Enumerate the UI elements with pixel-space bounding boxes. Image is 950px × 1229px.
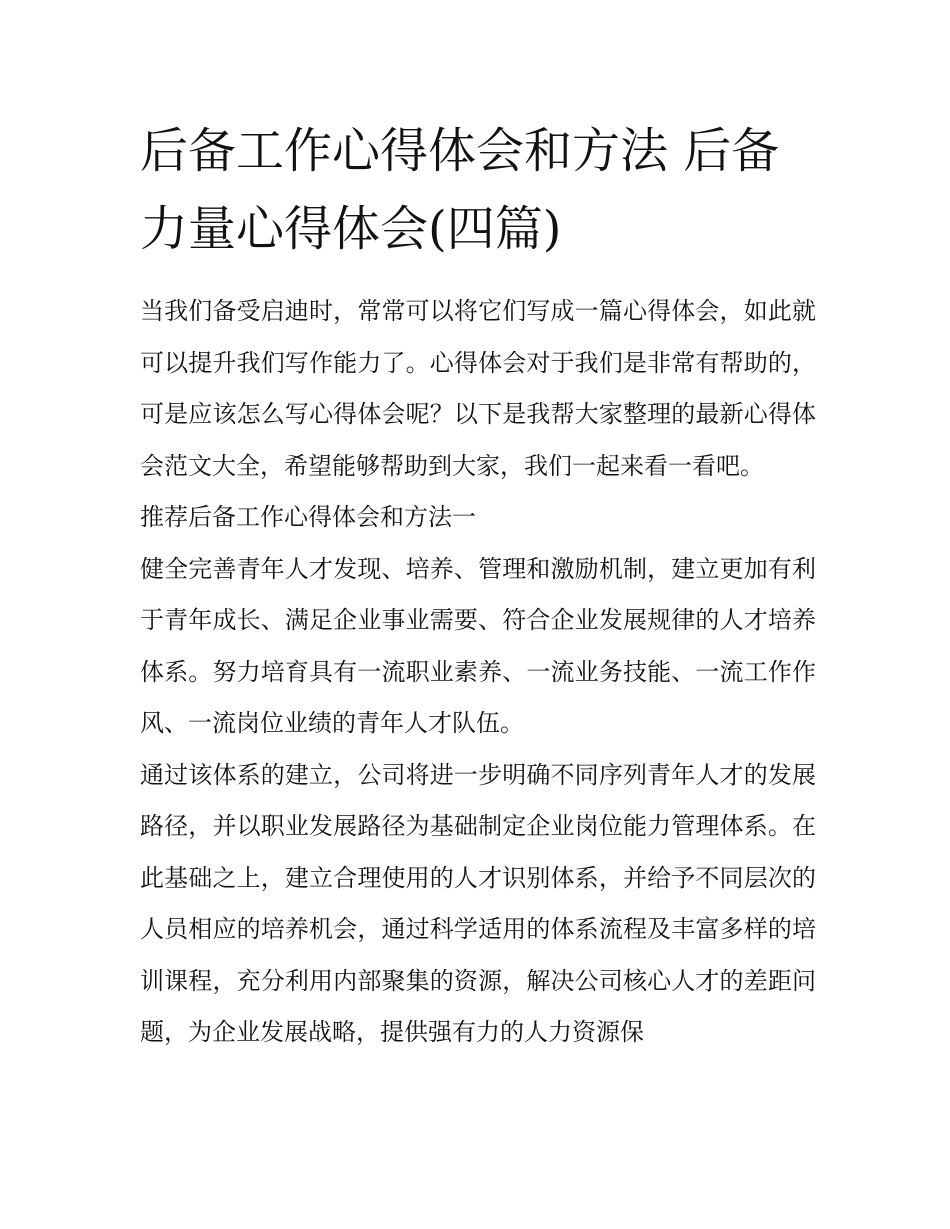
document-body xyxy=(140,112,816,1059)
intro-paragraph: 当我们备受启迪时，常常可以将它们写成一篇心得体会，如此就可以提升我们写作能力了。心得体会对于我们是非常有帮助的，可是应该怎么写心得体会呢？以下是我帮大家整理的最新心得体会范文大全，希望能够帮助到大家，我们一起来看一看吧。 xyxy=(140,297,816,480)
document-title: 后备工作心得体会和方法 后备力量心得体会(四篇) xyxy=(140,123,780,257)
body-paragraph: 通过该体系的建立，公司将进一步明确不同序列青年人才的发展路径，并以职业发展路径为基础制定企业岗位能力管理体系。在此基础之上，建立合理使用的人才识别体系，并给予不同层次的人员相应的培养机会，通过科学适用的体系流程及丰富多样的培训课程，充分利用内部聚集的资源，解决公司核心人才的差距问题，为企业发展战略，提供强有力的人力资源保 xyxy=(140,760,816,1046)
section-heading: 推荐后备工作心得体会和方法一 xyxy=(140,503,476,531)
body-paragraph: 健全完善青年人才发现、培养、管理和激励机制，建立更加有利于青年成长、满足企业事业需要、符合企业发展规律的人才培养体系。努力培育具有一流职业素养、一流业务技能、一流工作作风、一流岗位业绩的青年人才队伍。 xyxy=(140,554,816,737)
